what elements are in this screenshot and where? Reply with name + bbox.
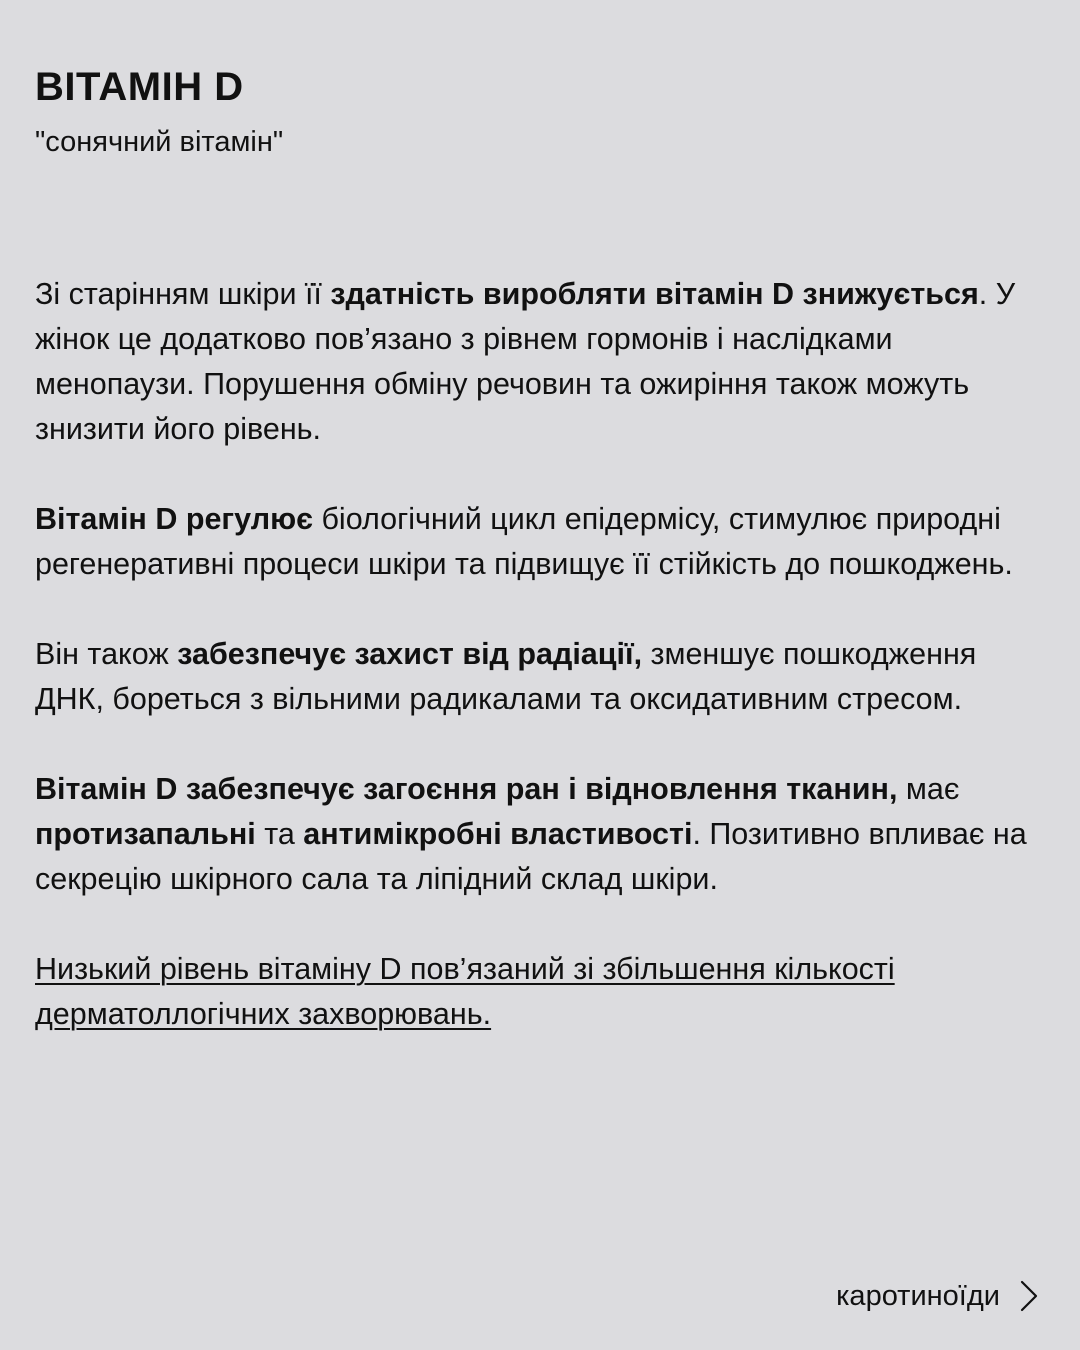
highlight-text: Вітамін D регулює [35, 502, 313, 536]
paragraph-text: біологічний цикл епідермісу, стимулює природні регенеративні процеси шкіри та підвищує її стійкість до пошкоджень. [35, 502, 1013, 581]
highlight-text: протизапальні [35, 817, 256, 851]
next-slide-label: каротиноїди [836, 1280, 1000, 1312]
page-subtitle: "сонячний вітамін" [35, 126, 284, 158]
article-body [35, 272, 1045, 1037]
next-slide-button[interactable] [836, 1276, 1040, 1316]
paragraph-healing [35, 767, 1045, 902]
paragraph-text: зменшує пошкодження ДНК, бореться з вільними радикалами та оксидативним стресом. [35, 637, 977, 716]
highlight-text: антимікробні властивості [303, 817, 693, 851]
paragraph-text: Він також [35, 637, 178, 671]
paragraph-text: Зі старінням шкіри її [35, 277, 331, 311]
paragraph-protection [35, 632, 1045, 722]
highlight-text: здатність виробляти вітамін D знижується [330, 277, 979, 311]
paragraph-regulation [35, 497, 1045, 587]
highlight-text: Вітамін D забезпечує загоєння ран і відновлення тканин, [35, 772, 898, 806]
underlined-note: Низький рівень вітаміну D пов’язаний зі збільшення кількості дерматоллогічних захворювань. [35, 952, 895, 1031]
paragraph-aging [35, 272, 1045, 452]
highlight-text: забезпечує захист від радіації, [177, 637, 643, 671]
paragraph-text: . У жінок це додатково пов’язано з рівнем гормонів і наслідками менопаузи. Порушення обміну речовин та ожиріння також можуть знизити його рівень. [35, 277, 1016, 446]
paragraph-text: має [897, 772, 960, 806]
paragraph-text: . Позитивно впливає на секрецію шкірного сала та ліпідний склад шкіри. [35, 817, 1027, 896]
chevron-right-icon [1018, 1276, 1040, 1316]
page-title: ВІТАМІН D [35, 65, 244, 109]
paragraph-text: та [255, 817, 304, 851]
